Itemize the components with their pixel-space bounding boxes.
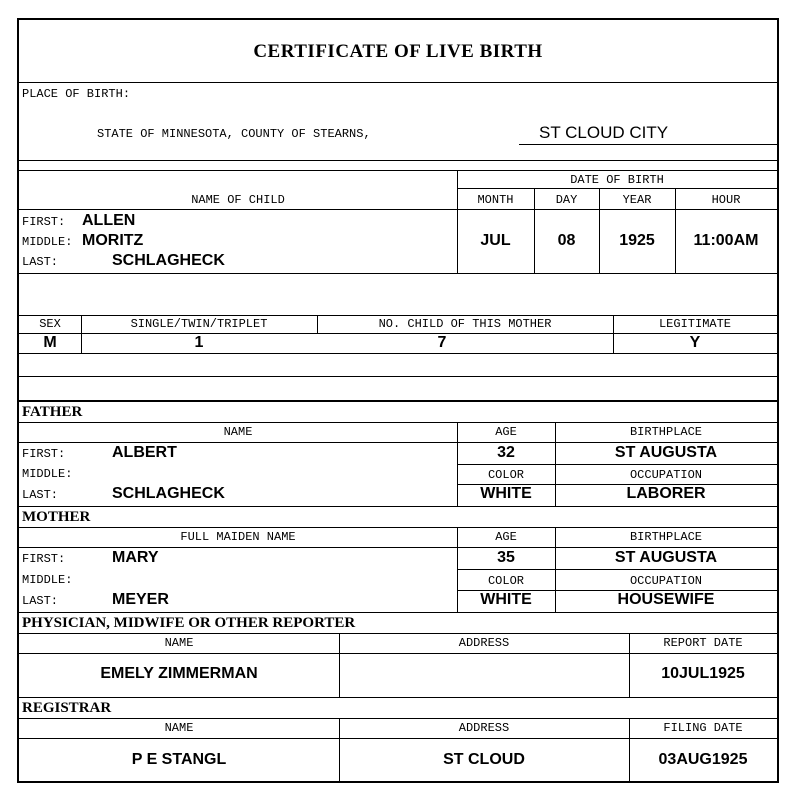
- registrar-filing-date: 03AUG1925: [658, 751, 748, 768]
- sex-value: M: [43, 334, 57, 351]
- mother-first-name: MARY: [112, 549, 159, 566]
- father-first-label: FIRST:: [22, 447, 66, 461]
- divider: [19, 612, 777, 613]
- hour-header: HOUR: [711, 193, 741, 207]
- month-header: MONTH: [477, 193, 514, 207]
- certificate-title: CERTIFICATE OF LIVE BIRTH: [253, 41, 543, 62]
- birth-year: 1925: [619, 232, 655, 249]
- child-middle-name: MORITZ: [82, 232, 144, 249]
- divider: [19, 422, 777, 423]
- divider: [19, 333, 777, 334]
- mother-last-name: MEYER: [112, 591, 169, 608]
- mother-section-title: MOTHER: [22, 509, 91, 525]
- father-age: 32: [497, 444, 515, 461]
- father-first-name: ALBERT: [112, 444, 177, 461]
- mother-first-label: FIRST:: [22, 552, 66, 566]
- divider: [339, 633, 340, 697]
- divider: [19, 442, 777, 443]
- child-first-label: FIRST:: [22, 215, 66, 229]
- place-of-birth-state-county: STATE OF MINNESOTA, COUNTY OF STEARNS,: [97, 127, 371, 141]
- divider: [613, 315, 614, 353]
- birth-hour: 11:00AM: [693, 232, 759, 249]
- father-section-title: FATHER: [22, 404, 83, 420]
- father-birthplace-header: BIRTHPLACE: [629, 425, 702, 439]
- divider: [19, 353, 777, 354]
- registrar-address: ST CLOUD: [443, 751, 525, 768]
- father-occupation: LABORER: [626, 485, 706, 502]
- father-age-header: AGE: [495, 425, 517, 439]
- divider: [457, 170, 458, 273]
- father-middle-label: MIDDLE:: [22, 467, 73, 481]
- divider: [457, 527, 458, 612]
- father-last-label: LAST:: [22, 488, 59, 502]
- registrar-name-header: NAME: [164, 721, 194, 735]
- year-header: YEAR: [622, 193, 652, 207]
- divider: [19, 653, 777, 654]
- mother-middle-label: MIDDLE:: [22, 573, 73, 587]
- mother-color: WHITE: [480, 591, 532, 608]
- divider: [19, 697, 777, 698]
- father-birthplace: ST AUGUSTA: [614, 444, 718, 461]
- mother-occupation-header: OCCUPATION: [629, 574, 702, 588]
- divider: [19, 273, 777, 274]
- plurality-header: SINGLE/TWIN/TRIPLET: [130, 317, 268, 331]
- divider: [19, 738, 777, 739]
- divider: [629, 718, 630, 781]
- city-underline: [519, 144, 777, 145]
- mother-age-header: AGE: [495, 530, 517, 544]
- divider: [629, 633, 630, 697]
- mother-occupation: HOUSEWIFE: [617, 591, 715, 608]
- divider: [81, 315, 82, 353]
- legitimate-value: Y: [689, 334, 701, 351]
- physician-name-header: NAME: [164, 636, 194, 650]
- place-of-birth-city: ST CLOUD CITY: [539, 123, 669, 142]
- physician-report-date: 10JUL1925: [661, 665, 745, 682]
- mother-color-header: COLOR: [487, 574, 524, 588]
- divider: [339, 718, 340, 781]
- divider: [457, 422, 458, 506]
- physician-name: EMELY ZIMMERMAN: [100, 665, 258, 682]
- birth-day: 08: [557, 232, 576, 249]
- mother-age: 35: [497, 549, 515, 566]
- registrar-filing-date-header: FILING DATE: [663, 721, 743, 735]
- father-color: WHITE: [480, 485, 532, 502]
- divider: [317, 315, 318, 333]
- date-of-birth-header: DATE OF BIRTH: [570, 173, 664, 187]
- physician-section-title: PHYSICIAN, MIDWIFE OR OTHER REPORTER: [22, 615, 356, 631]
- birth-month: JUL: [480, 232, 511, 249]
- registrar-name: P E STANGL: [131, 751, 227, 768]
- day-header: DAY: [555, 193, 578, 207]
- father-name-header: NAME: [223, 425, 253, 439]
- place-of-birth-label: PLACE OF BIRTH:: [22, 87, 131, 101]
- child-number-header: NO. CHILD OF THIS MOTHER: [378, 317, 552, 331]
- birth-certificate: [17, 18, 779, 783]
- divider: [555, 527, 556, 612]
- legitimate-header: LEGITIMATE: [658, 317, 731, 331]
- mother-birthplace: ST AUGUSTA: [614, 549, 718, 566]
- divider: [19, 506, 777, 507]
- sex-header: SEX: [39, 317, 61, 331]
- registrar-section-title: REGISTRAR: [22, 700, 112, 716]
- plurality-value: 1: [194, 334, 204, 351]
- physician-address-header: ADDRESS: [458, 636, 510, 650]
- divider: [457, 464, 777, 465]
- divider: [599, 188, 600, 273]
- child-last-label: LAST:: [22, 255, 59, 269]
- divider: [555, 422, 556, 506]
- divider: [19, 82, 777, 83]
- father-last-name: SCHLAGHECK: [112, 485, 225, 502]
- divider: [19, 400, 777, 402]
- divider: [457, 188, 777, 189]
- child-middle-label: MIDDLE:: [22, 235, 73, 249]
- divider: [19, 376, 777, 377]
- mother-name-header: FULL MAIDEN NAME: [180, 530, 296, 544]
- divider: [19, 160, 777, 161]
- child-last-name: SCHLAGHECK: [112, 252, 225, 269]
- divider: [19, 170, 777, 171]
- name-of-child-header: NAME OF CHILD: [191, 193, 285, 207]
- physician-report-date-header: REPORT DATE: [663, 636, 743, 650]
- registrar-address-header: ADDRESS: [458, 721, 510, 735]
- divider: [19, 633, 777, 634]
- divider: [19, 718, 777, 719]
- father-color-header: COLOR: [487, 468, 524, 482]
- divider: [675, 188, 676, 273]
- mother-birthplace-header: BIRTHPLACE: [629, 530, 702, 544]
- divider: [19, 527, 777, 528]
- child-first-name: ALLEN: [82, 212, 136, 229]
- divider: [19, 547, 777, 548]
- divider: [534, 188, 535, 273]
- child-number-value: 7: [437, 334, 447, 351]
- divider: [19, 209, 777, 210]
- father-occupation-header: OCCUPATION: [629, 468, 702, 482]
- divider: [19, 315, 777, 316]
- divider: [457, 569, 777, 570]
- mother-last-label: LAST:: [22, 594, 59, 608]
